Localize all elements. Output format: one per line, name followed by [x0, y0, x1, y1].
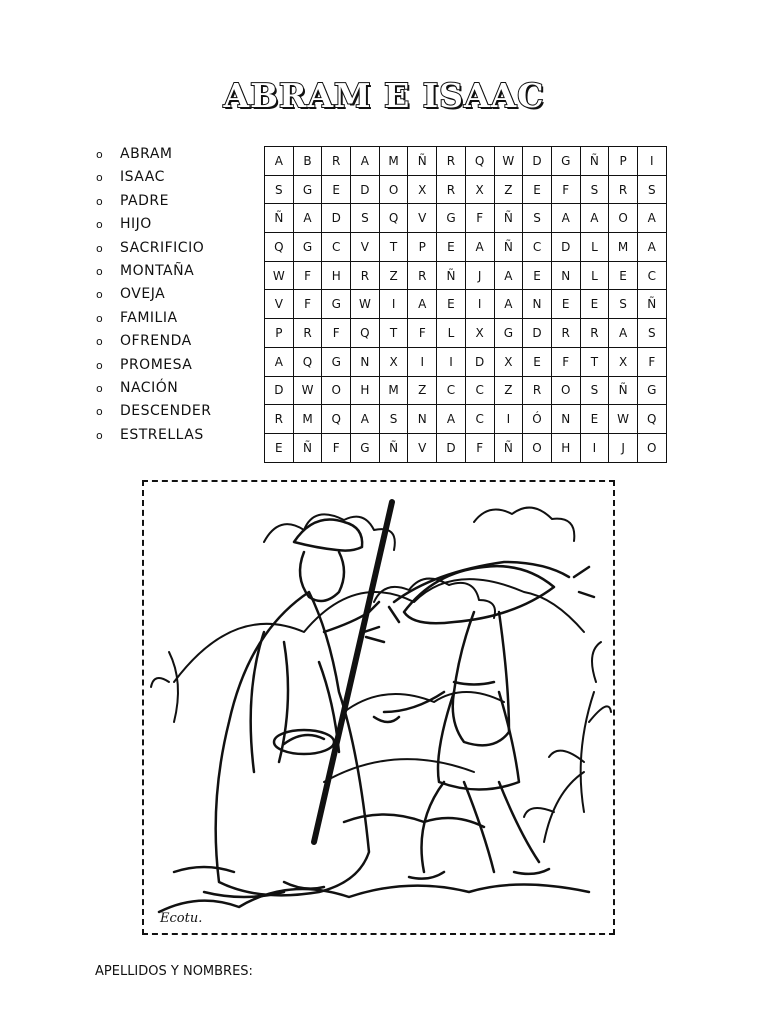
- grid-cell: C: [465, 376, 494, 405]
- grid-cell: I: [379, 290, 408, 319]
- grid-cell: I: [437, 347, 466, 376]
- grid-cell: E: [580, 405, 609, 434]
- grid-cell: G: [494, 319, 523, 348]
- grid-cell: G: [437, 204, 466, 233]
- abraham-isaac-illustration: [144, 482, 613, 933]
- plants: [151, 642, 611, 842]
- grid-cell: Q: [637, 405, 666, 434]
- grid-cell: Q: [322, 405, 351, 434]
- grid-cell: Ñ: [379, 433, 408, 462]
- grid-cell: R: [265, 405, 294, 434]
- grid-cell: E: [580, 290, 609, 319]
- grid-cell: O: [322, 376, 351, 405]
- grid-cell: W: [494, 147, 523, 176]
- grid-cell: N: [523, 290, 552, 319]
- grid-cell: F: [465, 433, 494, 462]
- grid-cell: L: [580, 261, 609, 290]
- grid-cell: A: [494, 261, 523, 290]
- grid-cell: A: [637, 233, 666, 262]
- grid-cell: N: [408, 405, 437, 434]
- grid-cell: C: [637, 261, 666, 290]
- grid-cell: Ñ: [265, 204, 294, 233]
- grid-cell: D: [465, 347, 494, 376]
- grid-cell: D: [265, 376, 294, 405]
- grid-cell: D: [351, 175, 380, 204]
- grid-cell: R: [408, 261, 437, 290]
- grid-cell: I: [494, 405, 523, 434]
- grid-cell: A: [437, 405, 466, 434]
- grid-cell: N: [551, 261, 580, 290]
- word-list-item: [96, 213, 211, 236]
- grid-cell: Ñ: [580, 147, 609, 176]
- grid-cell: V: [351, 233, 380, 262]
- grid-cell: M: [609, 233, 638, 262]
- bullet-icon: o: [96, 194, 104, 208]
- ground: [159, 815, 589, 913]
- grid-row: [265, 319, 667, 348]
- grid-row: [265, 175, 667, 204]
- grid-cell: R: [351, 261, 380, 290]
- grid-cell: E: [523, 175, 552, 204]
- grid-cell: J: [609, 433, 638, 462]
- grid-row: [265, 405, 667, 434]
- grid-cell: Ó: [523, 405, 552, 434]
- grid-cell: Q: [351, 319, 380, 348]
- grid-cell: Z: [494, 376, 523, 405]
- hills: [174, 579, 584, 782]
- grid-cell: X: [494, 347, 523, 376]
- grid-cell: F: [465, 204, 494, 233]
- grid-cell: W: [265, 261, 294, 290]
- grid-cell: Ñ: [637, 290, 666, 319]
- word-list: [96, 143, 211, 447]
- grid-cell: F: [637, 347, 666, 376]
- grid-cell: G: [351, 433, 380, 462]
- word-list-item: [96, 237, 211, 260]
- grid-cell: X: [465, 319, 494, 348]
- grid-cell: P: [408, 233, 437, 262]
- word-label: OFRENDA: [120, 333, 192, 350]
- grid-row: [265, 290, 667, 319]
- grid-cell: A: [494, 290, 523, 319]
- word-label: NACIÓN: [120, 379, 179, 396]
- grid-cell: D: [551, 233, 580, 262]
- grid-cell: O: [523, 433, 552, 462]
- grid-cell: D: [523, 319, 552, 348]
- word-list-item: [96, 143, 211, 166]
- artist-signature: Ecotu.: [160, 911, 203, 926]
- grid-cell: T: [379, 233, 408, 262]
- word-list-item: [96, 377, 211, 400]
- grid-cell: W: [293, 376, 322, 405]
- grid-cell: Ñ: [494, 433, 523, 462]
- grid-cell: E: [322, 175, 351, 204]
- grid-cell: Ñ: [494, 233, 523, 262]
- bullet-icon: o: [96, 405, 104, 419]
- grid-cell: D: [437, 433, 466, 462]
- word-list-item: [96, 283, 211, 306]
- bullet-icon: o: [96, 288, 104, 302]
- grid-cell: A: [293, 204, 322, 233]
- bullet-icon: o: [96, 335, 104, 349]
- grid-cell: I: [408, 347, 437, 376]
- grid-cell: W: [609, 405, 638, 434]
- grid-cell: B: [293, 147, 322, 176]
- grid-cell: L: [437, 319, 466, 348]
- grid-cell: A: [637, 204, 666, 233]
- grid-cell: F: [408, 319, 437, 348]
- word-label: PROMESA: [120, 356, 193, 373]
- grid-cell: X: [379, 347, 408, 376]
- word-list-item: [96, 330, 211, 353]
- grid-row: [265, 147, 667, 176]
- grid-cell: P: [609, 147, 638, 176]
- grid-cell: R: [293, 319, 322, 348]
- grid-cell: R: [322, 147, 351, 176]
- grid-cell: G: [551, 147, 580, 176]
- grid-cell: F: [322, 433, 351, 462]
- grid-cell: Q: [293, 347, 322, 376]
- grid-cell: H: [322, 261, 351, 290]
- bullet-icon: o: [96, 241, 104, 255]
- grid-cell: N: [351, 347, 380, 376]
- grid-cell: V: [408, 433, 437, 462]
- grid-cell: A: [408, 290, 437, 319]
- grid-cell: S: [637, 175, 666, 204]
- bullet-icon: o: [96, 218, 104, 232]
- grid-cell: I: [580, 433, 609, 462]
- grid-row: [265, 433, 667, 462]
- word-label: ABRAM: [120, 146, 173, 162]
- name-label: APELLIDOS Y NOMBRES:: [95, 964, 253, 979]
- word-list-item: [96, 424, 211, 447]
- grid-cell: C: [322, 233, 351, 262]
- grid-cell: T: [379, 319, 408, 348]
- grid-cell: E: [437, 233, 466, 262]
- bullet-icon: o: [96, 311, 104, 325]
- grid-cell: T: [580, 347, 609, 376]
- grid-cell: S: [351, 204, 380, 233]
- walking-stick: [314, 502, 392, 842]
- grid-cell: A: [351, 147, 380, 176]
- grid-cell: X: [465, 175, 494, 204]
- grid-cell: H: [351, 376, 380, 405]
- grid-cell: M: [293, 405, 322, 434]
- grid-cell: A: [351, 405, 380, 434]
- grid-cell: E: [265, 433, 294, 462]
- word-label: SACRIFICIO: [120, 239, 205, 256]
- word-label: ESTRELLAS: [120, 426, 204, 443]
- word-label: PADRE: [120, 192, 169, 209]
- bullet-icon: o: [96, 381, 104, 395]
- grid-cell: O: [609, 204, 638, 233]
- grid-cell: M: [379, 376, 408, 405]
- grid-cell: R: [437, 175, 466, 204]
- grid-cell: G: [293, 175, 322, 204]
- grid-row: [265, 261, 667, 290]
- grid-cell: Q: [379, 204, 408, 233]
- word-label: ISAAC: [120, 169, 165, 186]
- grid-cell: R: [523, 376, 552, 405]
- grid-cell: A: [265, 147, 294, 176]
- bullet-icon: o: [96, 428, 104, 442]
- grid-cell: F: [293, 261, 322, 290]
- grid-cell: F: [322, 319, 351, 348]
- grid-cell: R: [580, 319, 609, 348]
- grid-cell: S: [580, 175, 609, 204]
- grid-cell: Ñ: [609, 376, 638, 405]
- grid-cell: Ñ: [293, 433, 322, 462]
- grid-row: [265, 347, 667, 376]
- word-label: OVEJA: [120, 286, 166, 303]
- word-list-item: [96, 354, 211, 377]
- bullet-icon: o: [96, 358, 104, 372]
- word-label: DESCENDER: [120, 403, 212, 420]
- grid-cell: Ñ: [408, 147, 437, 176]
- grid-cell: P: [265, 319, 294, 348]
- grid-cell: D: [523, 147, 552, 176]
- grid-cell: Z: [494, 175, 523, 204]
- grid-cell: E: [551, 290, 580, 319]
- grid-cell: C: [523, 233, 552, 262]
- grid-cell: W: [351, 290, 380, 319]
- grid-cell: I: [465, 290, 494, 319]
- grid-cell: O: [551, 376, 580, 405]
- bullet-icon: o: [96, 148, 104, 161]
- word-list-item: [96, 260, 211, 283]
- grid-cell: A: [551, 204, 580, 233]
- grid-cell: O: [379, 175, 408, 204]
- grid-cell: D: [322, 204, 351, 233]
- grid-row: [265, 233, 667, 262]
- grid-cell: R: [437, 147, 466, 176]
- grid-row: [265, 204, 667, 233]
- word-list-item: [96, 307, 211, 330]
- grid-cell: E: [523, 261, 552, 290]
- grid-cell: E: [523, 347, 552, 376]
- grid-cell: S: [580, 376, 609, 405]
- bullet-icon: o: [96, 264, 104, 278]
- grid-cell: E: [437, 290, 466, 319]
- grid-cell: E: [609, 261, 638, 290]
- abraham-figure: [204, 520, 369, 898]
- grid-cell: N: [551, 405, 580, 434]
- grid-cell: Z: [408, 376, 437, 405]
- grid-cell: O: [637, 433, 666, 462]
- word-label: HIJO: [120, 216, 152, 233]
- word-label: MONTAÑA: [120, 262, 195, 279]
- grid-cell: R: [551, 319, 580, 348]
- grid-cell: S: [379, 405, 408, 434]
- word-list-item: [96, 190, 211, 213]
- grid-cell: A: [465, 233, 494, 262]
- grid-cell: V: [265, 290, 294, 319]
- grid-cell: Q: [465, 147, 494, 176]
- grid-cell: A: [609, 319, 638, 348]
- grid-row: [265, 376, 667, 405]
- grid-cell: G: [637, 376, 666, 405]
- grid-cell: G: [322, 347, 351, 376]
- grid-cell: X: [609, 347, 638, 376]
- grid-cell: C: [465, 405, 494, 434]
- grid-cell: V: [408, 204, 437, 233]
- grid-cell: G: [293, 233, 322, 262]
- word-label: FAMILIA: [120, 309, 178, 326]
- word-list-item: [96, 166, 211, 189]
- illustration-frame: [142, 480, 615, 935]
- grid-cell: A: [580, 204, 609, 233]
- grid-cell: Z: [379, 261, 408, 290]
- grid-cell: F: [551, 175, 580, 204]
- grid-cell: Q: [265, 233, 294, 262]
- grid-cell: L: [580, 233, 609, 262]
- grid-cell: A: [265, 347, 294, 376]
- grid-cell: S: [637, 319, 666, 348]
- grid-cell: F: [551, 347, 580, 376]
- grid-cell: S: [265, 175, 294, 204]
- grid-cell: J: [465, 261, 494, 290]
- grid-cell: S: [609, 290, 638, 319]
- grid-cell: X: [408, 175, 437, 204]
- grid-cell: I: [637, 147, 666, 176]
- grid-cell: G: [322, 290, 351, 319]
- word-search-grid: [264, 146, 667, 463]
- grid-cell: Ñ: [494, 204, 523, 233]
- grid-cell: M: [379, 147, 408, 176]
- bullet-icon: o: [96, 171, 104, 185]
- grid-cell: H: [551, 433, 580, 462]
- grid-cell: Ñ: [437, 261, 466, 290]
- grid-cell: S: [523, 204, 552, 233]
- word-list-item: [96, 400, 211, 423]
- grid-cell: F: [293, 290, 322, 319]
- grid-cell: C: [437, 376, 466, 405]
- page-title: ABRAM E ISAAC: [223, 76, 545, 115]
- grid-cell: R: [609, 175, 638, 204]
